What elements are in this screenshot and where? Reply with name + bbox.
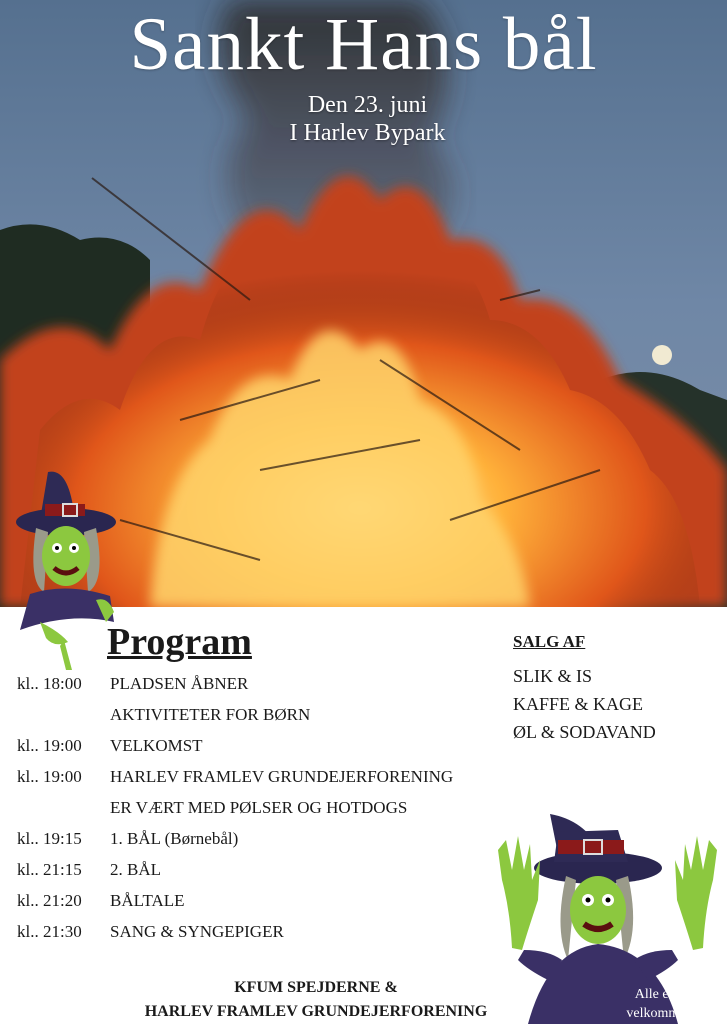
schedule-text: PLADSEN ÅBNER bbox=[110, 674, 249, 693]
schedule-text: VELKOMST bbox=[110, 736, 203, 755]
event-location: I Harlev Bypark bbox=[289, 120, 446, 146]
schedule-row bbox=[0, 860, 520, 891]
schedule-text: HARLEV FRAMLEV GRUNDEJERFORENING bbox=[110, 767, 454, 786]
schedule-text: ER VÆRT MED PØLSER OG HOTDOGS bbox=[110, 798, 408, 817]
schedule-time: kl.. 21:30 bbox=[17, 922, 82, 941]
poster-title: Sankt Hans bål bbox=[129, 3, 598, 86]
schedule-row bbox=[0, 922, 520, 953]
schedule-row bbox=[0, 736, 520, 767]
program-heading: Program bbox=[107, 621, 252, 663]
schedule-text: AKTIVITETER FOR BØRN bbox=[110, 705, 311, 724]
schedule-row bbox=[0, 674, 520, 705]
schedule-time: kl.. 21:15 bbox=[17, 860, 82, 879]
schedule-time: kl.. 19:00 bbox=[17, 767, 82, 786]
organizer-line-2: HARLEV FRAMLEV GRUNDEJERFORENING bbox=[144, 1003, 488, 1020]
schedule-text: 2. BÅL bbox=[110, 860, 161, 879]
schedule-text: SANG & SYNGEPIGER bbox=[110, 922, 284, 941]
witch-left-illustration bbox=[10, 462, 122, 676]
schedule-row bbox=[0, 705, 520, 736]
sales-item: KAFFE & KAGE bbox=[513, 694, 644, 714]
schedule-text: 1. BÅL (Børnebål) bbox=[110, 829, 239, 848]
organizer-line-1: KFUM SPEJDERNE & bbox=[234, 979, 398, 996]
schedule-row bbox=[0, 767, 520, 798]
schedule-time: kl.. 19:15 bbox=[17, 829, 82, 848]
schedule-row bbox=[0, 891, 520, 922]
sales-item: ØL & SODAVAND bbox=[513, 722, 656, 742]
welcome-text bbox=[609, 985, 699, 1023]
schedule-row bbox=[0, 798, 520, 829]
sales-heading: SALG AF bbox=[513, 632, 586, 651]
schedule-time: kl.. 18:00 bbox=[17, 674, 82, 693]
sales-section bbox=[513, 632, 656, 750]
sales-item: SLIK & IS bbox=[513, 666, 593, 686]
schedule-row bbox=[0, 829, 520, 860]
schedule-text: BÅLTALE bbox=[110, 891, 185, 910]
welcome-line-1: Alle er bbox=[634, 987, 674, 1002]
event-date: Den 23. juni bbox=[307, 92, 428, 118]
welcome-line-2: velkomne bbox=[626, 1006, 682, 1021]
schedule-time: kl.. 21:20 bbox=[17, 891, 82, 910]
schedule-time: kl.. 19:00 bbox=[17, 736, 82, 755]
